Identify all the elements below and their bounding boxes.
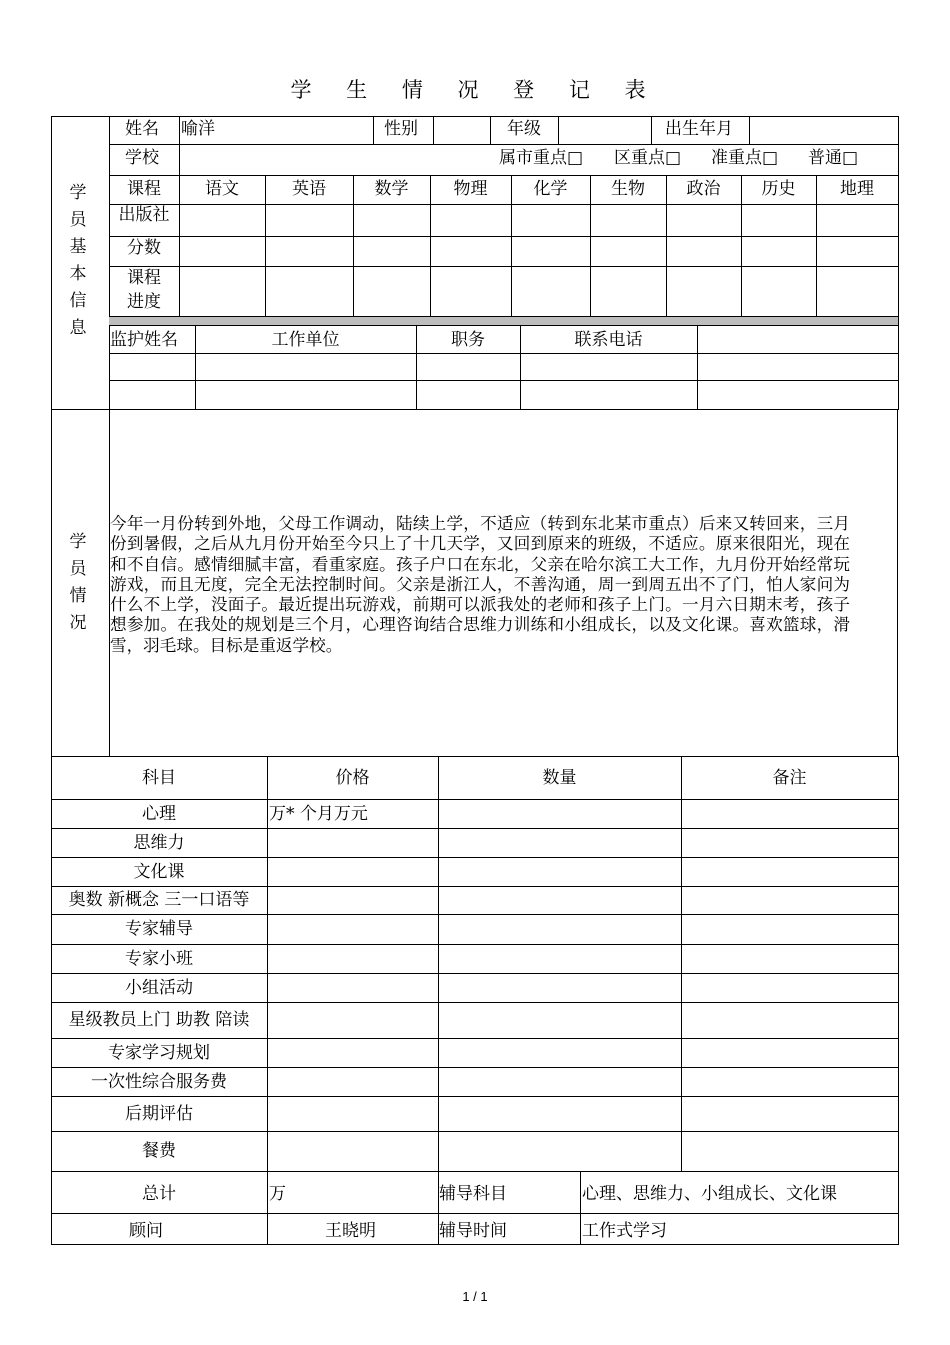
fee-item-subject: 心理 [142, 803, 176, 824]
advisor-value: 王晓明 [325, 1221, 376, 1241]
fee-item-subject: 专家小班 [125, 948, 193, 969]
guardian-position-header: 职务 [451, 330, 485, 350]
total-value: 万 [269, 1184, 286, 1204]
section-label-char: 息 [69, 318, 87, 338]
fee-item-subject: 文化课 [133, 861, 185, 882]
tutor-subject-value: 心理、思维力、小组成长、文化课 [582, 1184, 837, 1204]
section-label-char: 学 [69, 532, 87, 552]
subject-math: 数学 [374, 179, 409, 199]
subject-physics: 物理 [453, 179, 488, 199]
guardian-name-header: 监护姓名 [110, 330, 178, 350]
fee-item-subject: 专家学习规划 [108, 1042, 210, 1063]
fee-price-header: 价格 [335, 768, 370, 788]
section-label-char: 况 [69, 613, 87, 633]
school-type-city: 属市重点□ [499, 148, 584, 168]
grade-label: 年级 [507, 119, 541, 139]
fee-item-subject: 小组活动 [125, 977, 193, 998]
fee-quantity-header: 数量 [542, 768, 577, 788]
course-header: 课程 [127, 179, 161, 199]
score-label: 分数 [127, 238, 161, 258]
gender-label: 性别 [384, 119, 418, 139]
section-label-char: 员 [69, 559, 87, 579]
fee-subject-header: 科目 [142, 768, 176, 788]
subject-chinese: 语文 [205, 179, 239, 199]
subject-chemistry: 化学 [533, 179, 568, 199]
progress-label-line2: 进度 [127, 292, 161, 312]
school-type-normal: 普通□ [808, 148, 859, 168]
tutor-time-value: 工作式学习 [582, 1221, 667, 1241]
section-label-char: 学 [69, 183, 87, 203]
publisher-label: 出版社 [118, 205, 170, 225]
total-label: 总计 [142, 1184, 176, 1204]
section-label-char: 本 [69, 264, 87, 284]
advisor-label: 顾问 [129, 1221, 163, 1241]
subject-english: 英语 [292, 179, 326, 199]
fee-item-price: 万* 个月万元 [269, 803, 368, 824]
section-label-char: 信 [69, 291, 87, 311]
school-type-semi: 准重点□ [711, 148, 779, 168]
name-value: 喻洋 [181, 119, 215, 139]
fee-item-subject: 餐费 [142, 1141, 176, 1161]
subject-history: 历史 [761, 179, 796, 199]
situation-text: 今年一月份转到外地，父母工作调动，陆续上学，不适应（转到东北某市重点）后来又转回来，三月份到暑假，之后从九月份开始至今只上了十几天学，又回到原来的班级，不适应。原来很阳光，现在和不自信。感情细腻丰富，看重家庭。孩子户口在东北，父亲在哈尔滨工大工作，九月份开始经常玩游戏，而且无度，完全无法控制时间。父亲是浙江人，不善沟通，周一到周五出不了门，怕人家问为什么不上学，没面子。最近提出玩游戏，前期可以派我处的老师和孩子上门。一月六日期末考，孩子想参加。在我处的规划是三个月，心理咨询结合思维力训练和小组成长，以及文化课。喜欢篮球，滑雪，羽毛球。目标是重返学校。 [110, 514, 850, 655]
fee-item-subject: 专家辅导 [125, 919, 193, 939]
tutor-time-label: 辅导时间 [439, 1221, 507, 1241]
section-label-char: 情 [69, 586, 87, 606]
school-type-district: 区重点□ [614, 148, 682, 168]
birth-label: 出生年月 [665, 119, 733, 139]
subject-biology: 生物 [611, 179, 645, 199]
subject-politics: 政治 [686, 179, 721, 199]
page-number: 1 / 1 [462, 1289, 488, 1304]
progress-label-line1: 课程 [127, 268, 161, 288]
school-label: 学校 [125, 148, 159, 168]
guardian-phone-header: 联系电话 [574, 330, 643, 350]
tutor-subject-label: 辅导科目 [439, 1184, 507, 1204]
fee-item-subject: 一次性综合服务费 [91, 1071, 227, 1092]
subject-geography: 地理 [840, 179, 874, 199]
section-label-char: 员 [69, 210, 87, 230]
form-title: 学 生 情 况 登 记 表 [290, 78, 660, 102]
fee-item-subject: 奥数 新概念 三一口语等 [68, 890, 250, 910]
fee-item-subject: 思维力 [133, 832, 185, 853]
fee-remark-header: 备注 [772, 768, 807, 788]
fee-item-subject: 星级教员上门 助教 陪读 [68, 1010, 250, 1030]
name-label: 姓名 [125, 119, 159, 139]
section-label-char: 基 [69, 237, 87, 257]
guardian-work-header: 工作单位 [271, 330, 340, 350]
fee-item-subject: 后期评估 [125, 1103, 193, 1124]
